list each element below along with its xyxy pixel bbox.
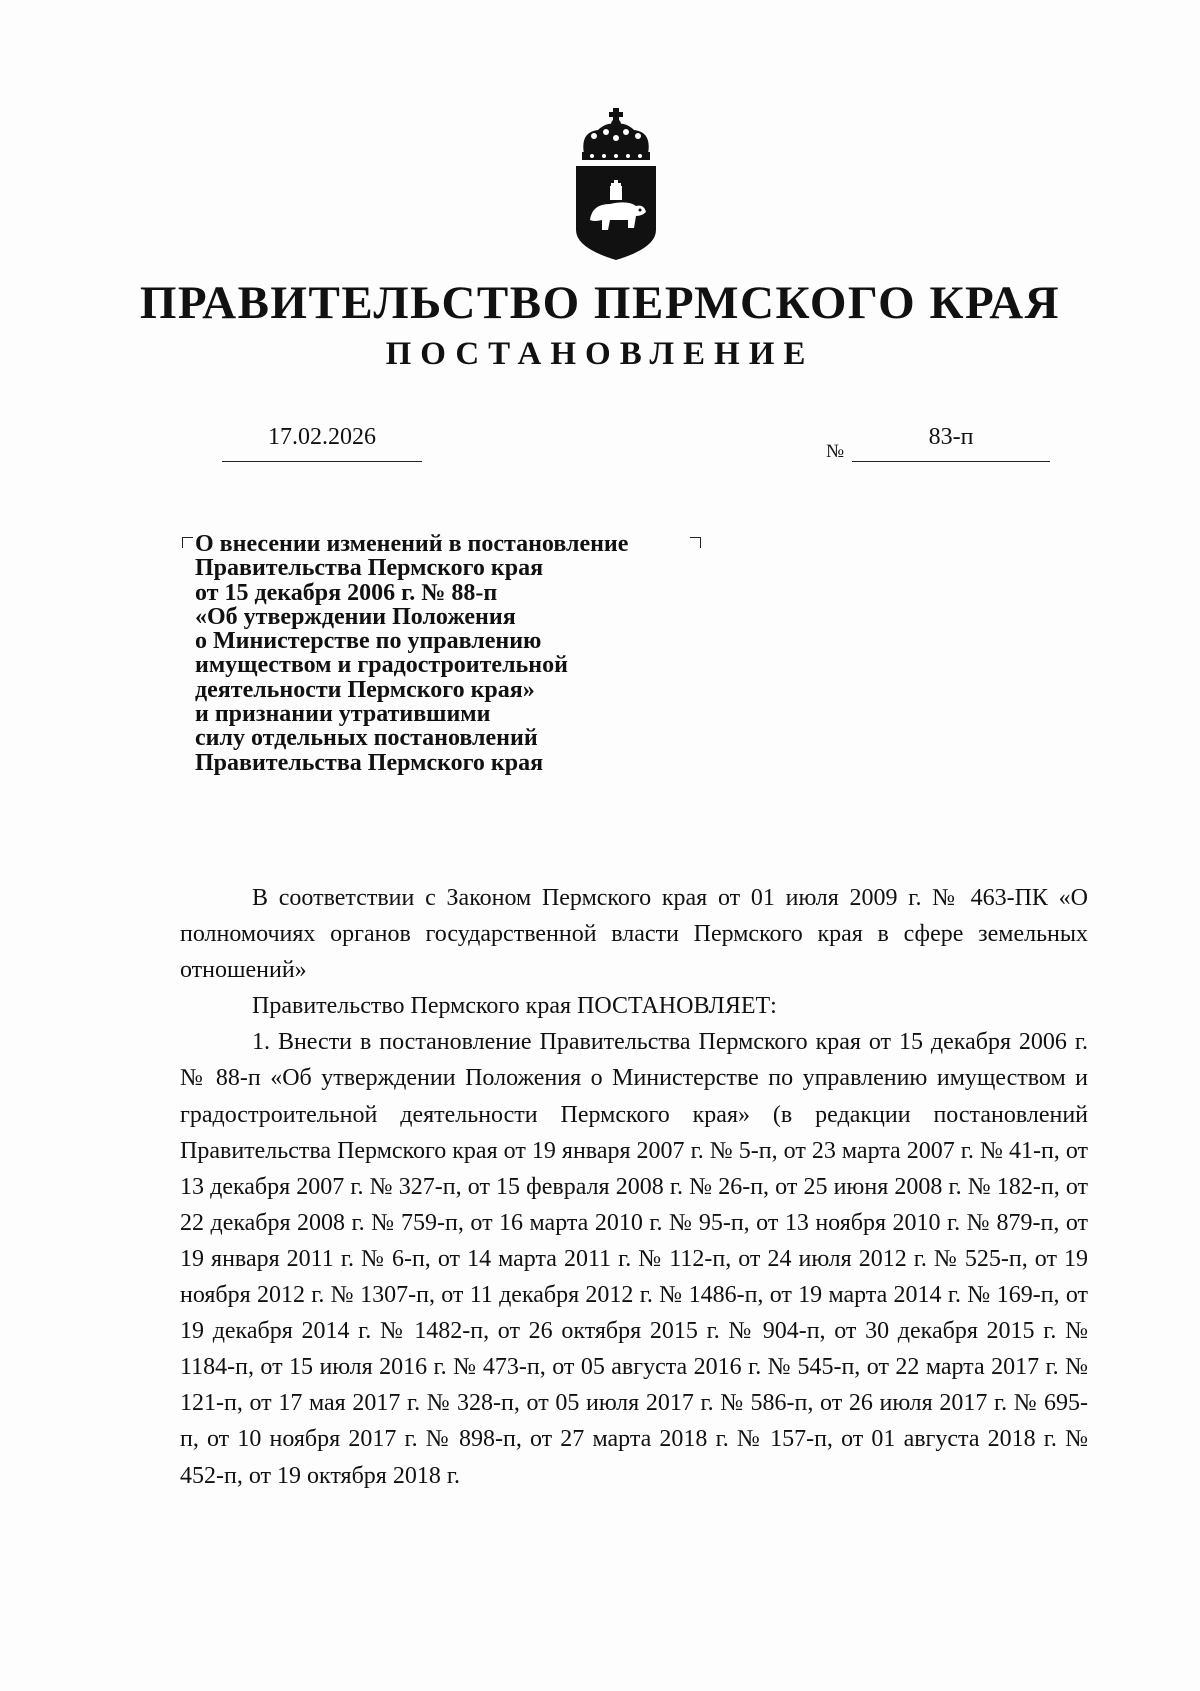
subject-line: О внесении изменений в постановление: [195, 531, 629, 557]
government-title: ПРАВИТЕЛЬСТВО ПЕРМСКОГО КРАЯ: [139, 277, 1061, 329]
subject-line: деятельности Пермского края»: [195, 676, 535, 703]
subject-line: имуществом и градостроительной: [195, 652, 568, 679]
date-underline: [222, 461, 422, 462]
subject-line: силу отдельных постановлений: [195, 725, 538, 752]
document-subject: [195, 532, 715, 775]
subject-line: и признании утратившими: [195, 701, 491, 728]
resolves-paragraph: Правительство Пермского края ПОСТАНОВЛЯЕТ:: [252, 993, 777, 1020]
number-underline: [852, 461, 1050, 462]
subject-line: о Министерстве по управлению: [195, 628, 542, 655]
subject-line: от 15 декабря 2006 г. № 88-п: [195, 579, 498, 606]
subject-line: Правительства Пермского края: [195, 749, 544, 776]
subject-line: «Об утверждении Положения: [195, 603, 516, 630]
preamble-paragraph: В соответствии с Законом Пермского края от 01 июля 2009 г. № 463-ПК «О полномочиях органов государственной власти Пермского края в сфере земельных отношений»: [180, 885, 1088, 984]
document-type-title: ПОСТАНОВЛЕНИЕ: [385, 336, 815, 372]
document-body: [180, 880, 1088, 1494]
document-number: 83-п: [928, 424, 974, 450]
subject-corner-left: [182, 537, 193, 548]
item-1-paragraph: 1. Внести в постановление Правительства Пермского края от 15 декабря 2006 г. № 88-п «Об утверждении Положения о Министерстве по управлению имуществом и градостроительной деятельности Пермского края» (в редакции постановлений Правительства Пермского края от 19 января 2007 г. № 5-п, от 23 марта 2007 г. № 41-п, от 13 декабря 2007 г. № 327-п, от 15 февраля 2008 г. № 26-п, от 25 июня 2008 г. № 182-п, от 22 декабря 2008 г. № 759-п, от 16 марта 2010 г. № 95-п, от 13 ноября 2010 г. № 879-п, от 19 января 2011 г. № 6-п, от 14 марта 2011 г. № 112-п, от 24 июля 2012 г. № 525-п, от 19 ноября 2012 г. № 1307-п, от 11 декабря 2012 г. № 1486-п, от 19 марта 2014 г. № 169-п, от 19 декабря 2014 г. № 1482-п, от 26 октября 2015 г. № 904-п, от 30 декабря 2015 г. № 1184-п, от 15 июля 2016 г. № 473-п, от 05 августа 2016 г. № 545-п, от 22 марта 2017 г. № 121-п, от 17 мая 2017 г. № 328-п, от 05 июля 2017 г. № 586-п, от 26 июля 2017 г. № 695-п, от 10 ноября 2017 г. № 898-п, от 27 марта 2018 г. № 157-п, от 01 августа 2018 г. № 452-п, от 19 октября 2018 г.: [180, 1029, 1088, 1489]
subject-line: Правительства Пермского края: [195, 555, 544, 582]
number-sign: №: [826, 441, 845, 462]
perm-krai-coat-of-arms-icon: [570, 108, 662, 260]
document-date: 17.02.2026: [268, 424, 376, 450]
